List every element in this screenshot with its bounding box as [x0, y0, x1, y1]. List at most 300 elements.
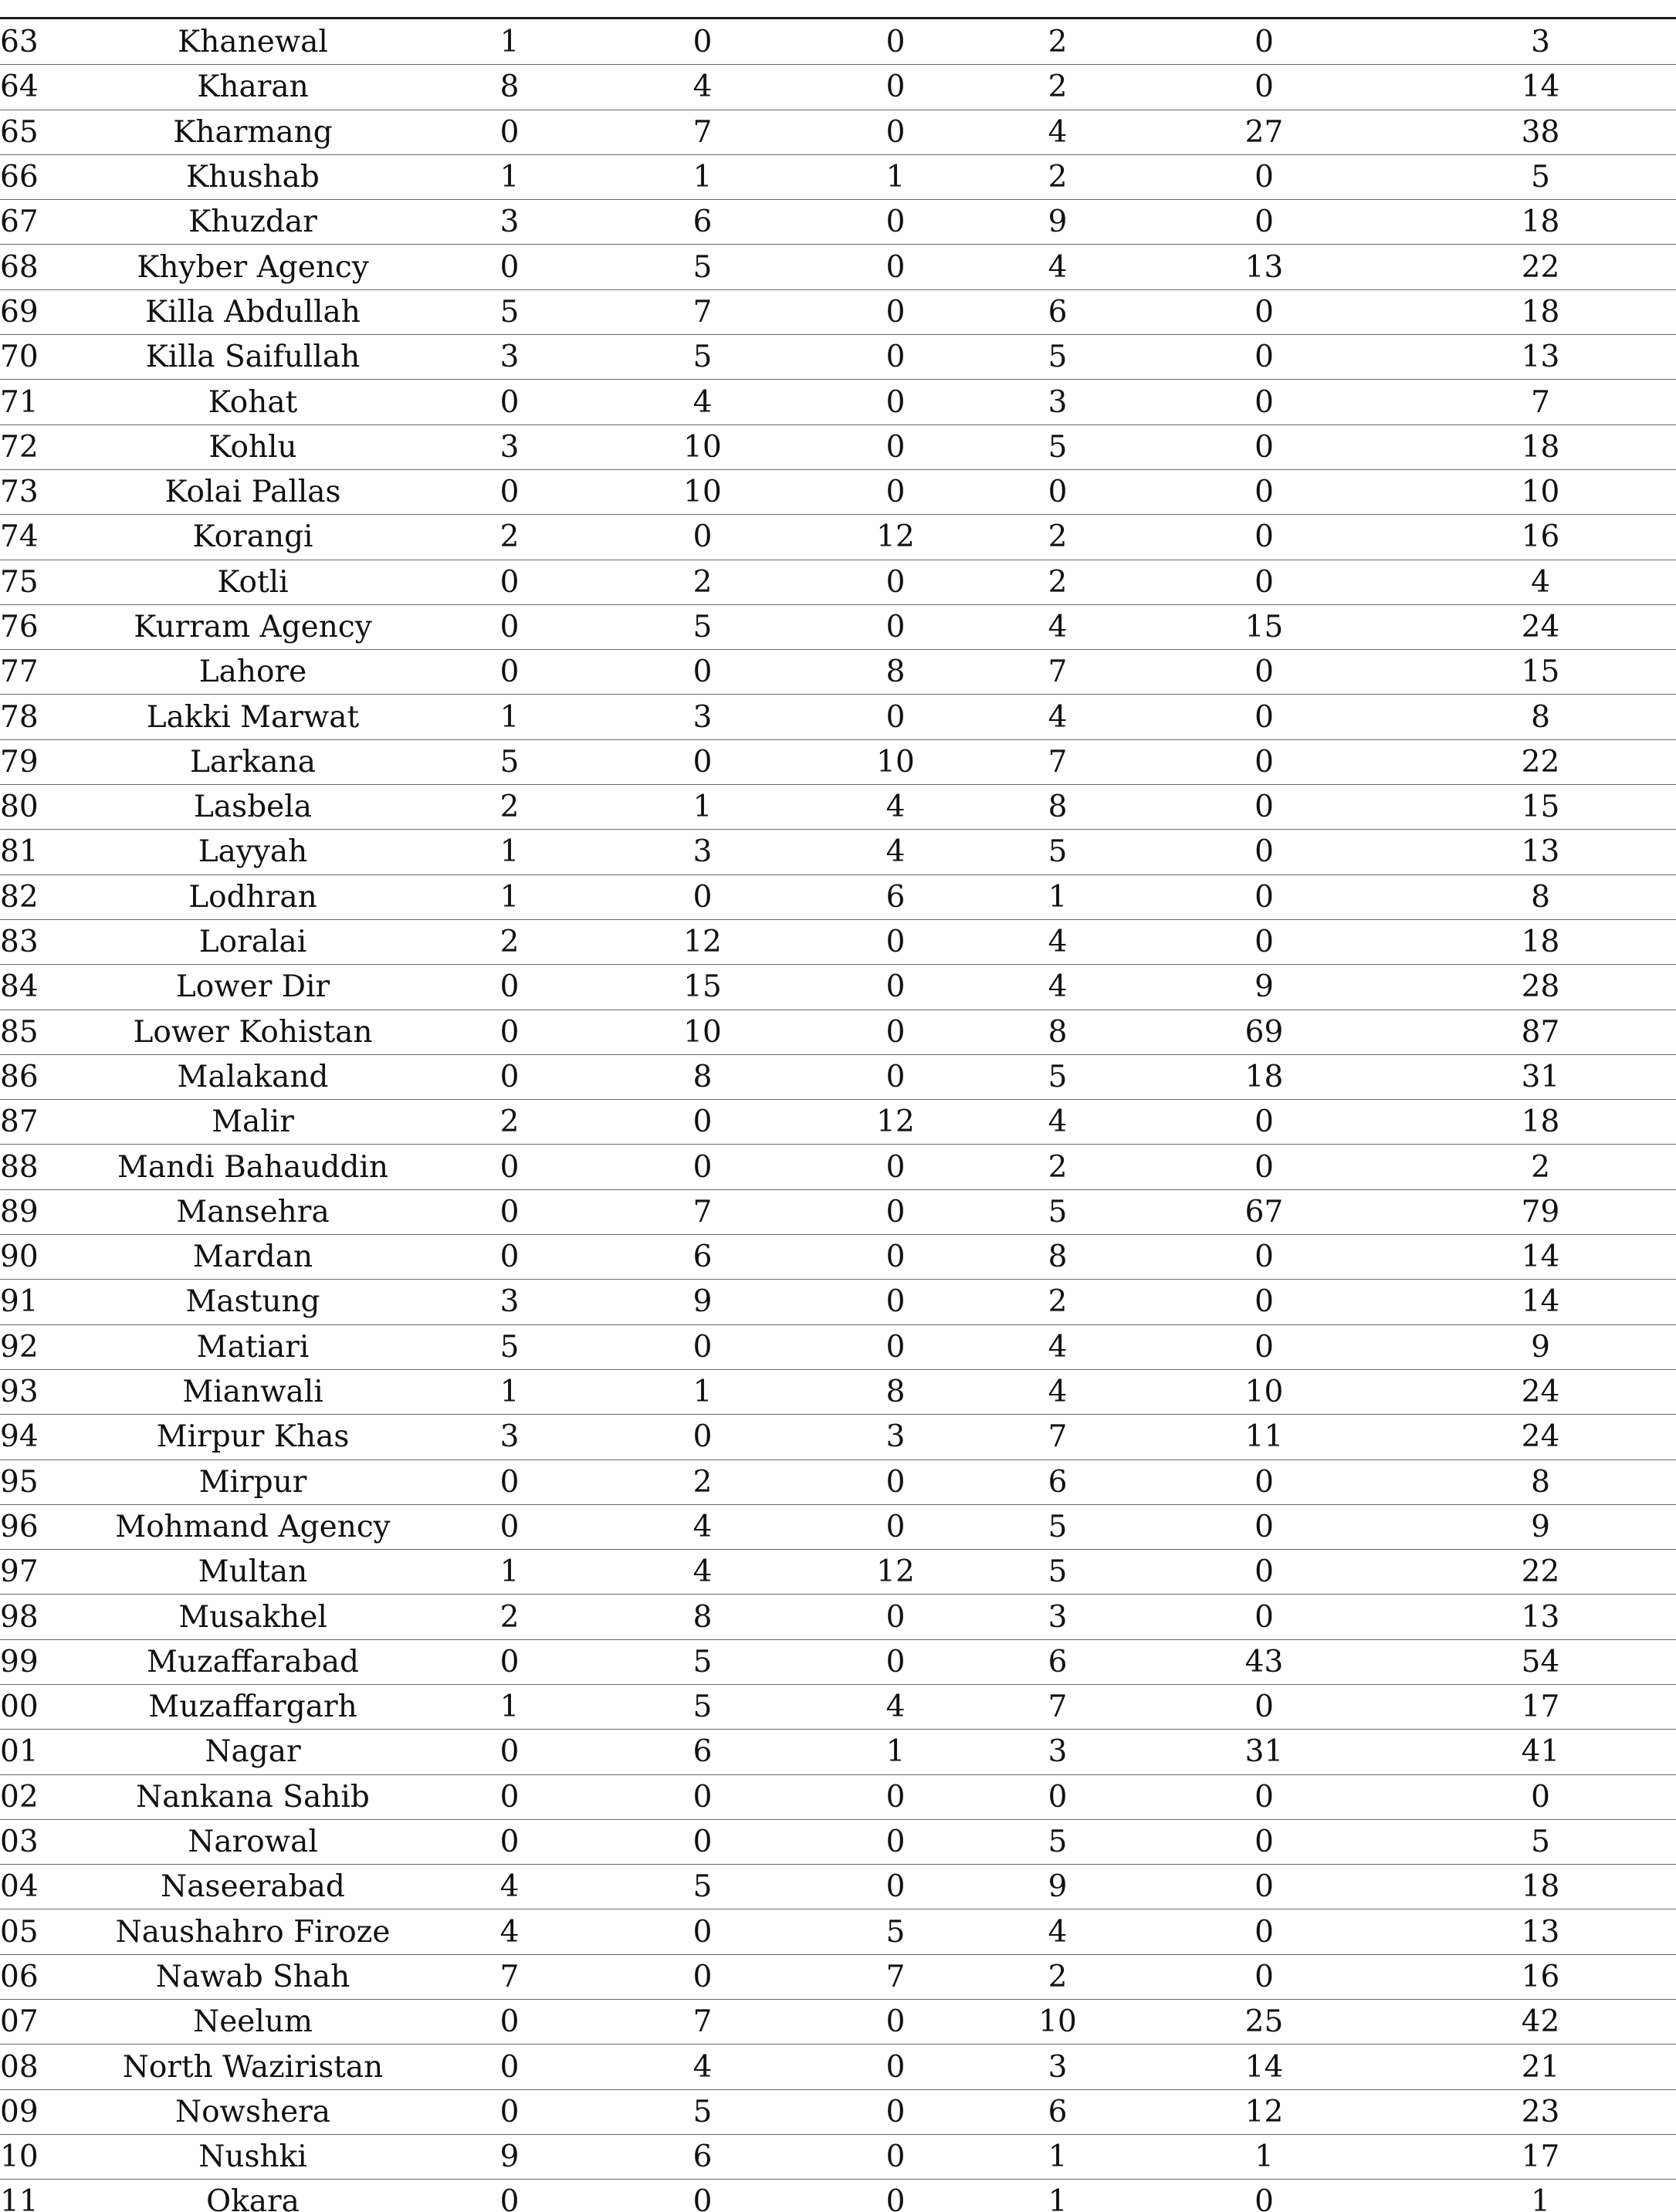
cell-value-col-5: 0	[1123, 695, 1405, 739]
cell-row-number: 75	[0, 560, 93, 604]
cell-value-col-5: 0	[1123, 65, 1405, 110]
cell-value-col-1: 0	[413, 1459, 606, 1504]
table-row	[0, 2089, 1676, 2134]
cell-value-col-2: 15	[606, 965, 799, 1010]
cell-total: 13	[1405, 1595, 1676, 1639]
cell-value-col-4: 6	[992, 289, 1123, 334]
cell-value-col-2: 6	[606, 2134, 799, 2179]
cell-row-number: 65	[0, 110, 93, 154]
cell-district-name: Mianwali	[93, 1369, 413, 1414]
cell-value-col-5: 1	[1123, 2134, 1405, 2179]
cell-total: 41	[1405, 1730, 1676, 1774]
cell-value-col-1: 0	[413, 1010, 606, 1054]
cell-row-number: 07	[0, 2000, 93, 2045]
cell-value-col-1: 1	[413, 874, 606, 919]
table-row	[0, 1865, 1676, 1909]
table-row	[0, 1235, 1676, 1280]
cell-value-col-3: 5	[799, 1909, 992, 1954]
cell-total: 17	[1405, 1684, 1676, 1729]
cell-value-col-3: 8	[799, 1369, 992, 1414]
cell-value-col-3: 3	[799, 1415, 992, 1459]
cell-district-name: Nawab Shah	[93, 1954, 413, 1999]
table-row	[0, 1054, 1676, 1099]
cell-value-col-4: 8	[992, 1235, 1123, 1280]
cell-value-col-5: 12	[1123, 2089, 1405, 2134]
cell-value-col-3: 12	[799, 1100, 992, 1145]
cell-district-name: Kohat	[93, 380, 413, 424]
cell-value-col-5: 0	[1123, 1684, 1405, 1729]
cell-row-number: 71	[0, 380, 93, 424]
cell-value-col-3: 1	[799, 1730, 992, 1774]
cell-row-number: 77	[0, 650, 93, 695]
cell-value-col-3: 0	[799, 20, 992, 65]
cell-value-col-2: 0	[606, 1415, 799, 1459]
cell-value-col-2: 4	[606, 1504, 799, 1549]
cell-district-name: Khushab	[93, 154, 413, 199]
cell-value-col-1: 0	[413, 1774, 606, 1819]
table-row	[0, 1595, 1676, 1639]
cell-value-col-3: 0	[799, 1639, 992, 1684]
cell-district-name: Naseerabad	[93, 1865, 413, 1909]
cell-value-col-1: 8	[413, 65, 606, 110]
table-row	[0, 65, 1676, 110]
cell-value-col-4: 5	[992, 1504, 1123, 1549]
cell-district-name: North Waziristan	[93, 2045, 413, 2089]
cell-value-col-5: 0	[1123, 1954, 1405, 1999]
cell-row-number: 89	[0, 1189, 93, 1234]
cell-value-col-5: 0	[1123, 1504, 1405, 1549]
cell-value-col-5: 0	[1123, 1459, 1405, 1504]
cell-value-col-1: 0	[413, 1639, 606, 1684]
cell-value-col-2: 5	[606, 2089, 799, 2134]
cell-value-col-1: 2	[413, 1595, 606, 1639]
cell-value-col-5: 0	[1123, 1909, 1405, 1954]
cell-total: 18	[1405, 1865, 1676, 1909]
cell-value-col-5: 0	[1123, 200, 1405, 245]
cell-value-col-3: 0	[799, 1324, 992, 1369]
cell-value-col-4: 5	[992, 1550, 1123, 1595]
cell-row-number: 81	[0, 830, 93, 874]
cell-value-col-5: 0	[1123, 1100, 1405, 1145]
cell-district-name: Muzaffarabad	[93, 1639, 413, 1684]
cell-value-col-3: 0	[799, 469, 992, 514]
cell-value-col-1: 9	[413, 2134, 606, 2179]
cell-value-col-4: 4	[992, 1100, 1123, 1145]
cell-value-col-4: 5	[992, 1189, 1123, 1234]
cell-value-col-5: 25	[1123, 2000, 1405, 2045]
cell-value-col-5: 0	[1123, 785, 1405, 830]
table-row	[0, 1459, 1676, 1504]
cell-value-col-5: 10	[1123, 1369, 1405, 1414]
table-row	[0, 515, 1676, 560]
cell-row-number: 66	[0, 154, 93, 199]
cell-value-col-5: 0	[1123, 20, 1405, 65]
cell-total: 0	[1405, 1774, 1676, 1819]
cell-row-number: 80	[0, 785, 93, 830]
cell-row-number: 64	[0, 65, 93, 110]
cell-value-col-3: 0	[799, 2089, 992, 2134]
table-row	[0, 1639, 1676, 1684]
cell-value-col-4: 3	[992, 380, 1123, 424]
cell-value-col-2: 5	[606, 335, 799, 380]
cell-district-name: Multan	[93, 1550, 413, 1595]
cell-value-col-2: 0	[606, 1324, 799, 1369]
cell-value-col-3: 0	[799, 695, 992, 739]
cell-value-col-1: 4	[413, 1865, 606, 1909]
cell-value-col-1: 0	[413, 380, 606, 424]
cell-value-col-1: 1	[413, 20, 606, 65]
cell-total: 22	[1405, 245, 1676, 289]
cell-value-col-4: 2	[992, 65, 1123, 110]
cell-value-col-3: 0	[799, 1504, 992, 1549]
cell-value-col-2: 0	[606, 1909, 799, 1954]
cell-value-col-5: 0	[1123, 2180, 1405, 2212]
table-container	[0, 20, 1676, 2212]
cell-value-col-1: 0	[413, 2089, 606, 2134]
cell-district-name: Kotli	[93, 560, 413, 604]
cell-value-col-1: 0	[413, 2045, 606, 2089]
cell-value-col-5: 27	[1123, 110, 1405, 154]
cell-total: 87	[1405, 1010, 1676, 1054]
cell-value-col-2: 0	[606, 1774, 799, 1819]
cell-row-number: 05	[0, 1909, 93, 1954]
cell-row-number: 79	[0, 739, 93, 784]
cell-value-col-3: 12	[799, 1550, 992, 1595]
cell-value-col-5: 0	[1123, 739, 1405, 784]
cell-value-col-3: 0	[799, 1865, 992, 1909]
cell-value-col-4: 5	[992, 1054, 1123, 1099]
cell-value-col-5: 0	[1123, 1595, 1405, 1639]
cell-district-name: Mirpur	[93, 1459, 413, 1504]
cell-value-col-1: 0	[413, 1504, 606, 1549]
cell-value-col-4: 4	[992, 110, 1123, 154]
cell-value-col-5: 0	[1123, 1145, 1405, 1189]
cell-row-number: 95	[0, 1459, 93, 1504]
cell-value-col-5: 13	[1123, 245, 1405, 289]
cell-value-col-4: 9	[992, 1865, 1123, 1909]
table-row	[0, 1100, 1676, 1145]
cell-value-col-2: 4	[606, 380, 799, 424]
cell-value-col-4: 7	[992, 650, 1123, 695]
cell-value-col-1: 0	[413, 1235, 606, 1280]
cell-value-col-3: 7	[799, 1954, 992, 1999]
cell-value-col-1: 0	[413, 604, 606, 649]
cell-value-col-5: 31	[1123, 1730, 1405, 1774]
cell-value-col-4: 0	[992, 469, 1123, 514]
table-row	[0, 2134, 1676, 2179]
cell-total: 18	[1405, 424, 1676, 469]
cell-value-col-5: 0	[1123, 469, 1405, 514]
cell-value-col-1: 1	[413, 1369, 606, 1414]
cell-district-name: Naushahro Firoze	[93, 1909, 413, 1954]
cell-value-col-3: 0	[799, 604, 992, 649]
table-row	[0, 20, 1676, 65]
cell-value-col-2: 5	[606, 245, 799, 289]
cell-row-number: 68	[0, 245, 93, 289]
cell-value-col-5: 0	[1123, 1819, 1405, 1864]
cell-value-col-5: 15	[1123, 604, 1405, 649]
cell-value-col-4: 6	[992, 2089, 1123, 2134]
cell-district-name: Malir	[93, 1100, 413, 1145]
cell-value-col-5: 0	[1123, 1550, 1405, 1595]
cell-value-col-1: 0	[413, 1054, 606, 1099]
cell-value-col-3: 0	[799, 2180, 992, 2212]
cell-value-col-1: 3	[413, 1415, 606, 1459]
cell-district-name: Nankana Sahib	[93, 1774, 413, 1819]
cell-value-col-2: 0	[606, 515, 799, 560]
cell-value-col-3: 0	[799, 1280, 992, 1324]
cell-value-col-4: 2	[992, 1954, 1123, 1999]
cell-district-name: Lower Dir	[93, 965, 413, 1010]
cell-district-name: Lodhran	[93, 874, 413, 919]
cell-row-number: 83	[0, 919, 93, 964]
cell-value-col-4: 4	[992, 604, 1123, 649]
cell-value-col-5: 0	[1123, 1324, 1405, 1369]
cell-value-col-5: 14	[1123, 2045, 1405, 2089]
table-row	[0, 830, 1676, 874]
cell-value-col-2: 0	[606, 1145, 799, 1189]
cell-row-number: 92	[0, 1324, 93, 1369]
cell-value-col-3: 0	[799, 2134, 992, 2179]
table-row	[0, 1550, 1676, 1595]
cell-value-col-5: 0	[1123, 650, 1405, 695]
cell-value-col-2: 2	[606, 560, 799, 604]
cell-value-col-2: 2	[606, 1459, 799, 1504]
cell-total: 2	[1405, 1145, 1676, 1189]
cell-value-col-4: 8	[992, 1010, 1123, 1054]
cell-district-name: Musakhel	[93, 1595, 413, 1639]
cell-district-name: Mastung	[93, 1280, 413, 1324]
cell-value-col-4: 10	[992, 2000, 1123, 2045]
cell-total: 24	[1405, 1415, 1676, 1459]
cell-value-col-3: 4	[799, 830, 992, 874]
cell-row-number: 90	[0, 1235, 93, 1280]
cell-value-col-2: 12	[606, 919, 799, 964]
cell-value-col-2: 10	[606, 424, 799, 469]
cell-value-col-1: 2	[413, 515, 606, 560]
cell-district-name: Okara	[93, 2180, 413, 2212]
cell-total: 22	[1405, 1550, 1676, 1595]
cell-row-number: 67	[0, 200, 93, 245]
cell-value-col-5: 43	[1123, 1639, 1405, 1684]
cell-district-name: Kohlu	[93, 424, 413, 469]
cell-district-name: Mardan	[93, 1235, 413, 1280]
cell-value-col-1: 3	[413, 1280, 606, 1324]
cell-value-col-4: 2	[992, 515, 1123, 560]
cell-row-number: 82	[0, 874, 93, 919]
cell-district-name: Korangi	[93, 515, 413, 560]
cell-value-col-2: 5	[606, 1865, 799, 1909]
cell-value-col-3: 0	[799, 110, 992, 154]
table-row	[0, 1819, 1676, 1864]
cell-value-col-2: 3	[606, 695, 799, 739]
table-row	[0, 1774, 1676, 1819]
cell-value-col-5: 0	[1123, 1865, 1405, 1909]
cell-row-number: 03	[0, 1819, 93, 1864]
cell-value-col-4: 4	[992, 1369, 1123, 1414]
cell-district-name: Killa Saifullah	[93, 335, 413, 380]
cell-value-col-1: 1	[413, 1684, 606, 1729]
cell-value-col-2: 3	[606, 830, 799, 874]
cell-value-col-4: 1	[992, 2180, 1123, 2212]
table-row	[0, 1909, 1676, 1954]
cell-value-col-2: 6	[606, 200, 799, 245]
cell-value-col-4: 7	[992, 1684, 1123, 1729]
cell-total: 21	[1405, 2045, 1676, 2089]
cell-value-col-3: 0	[799, 1054, 992, 1099]
cell-value-col-5: 0	[1123, 560, 1405, 604]
cell-value-col-4: 6	[992, 1639, 1123, 1684]
cell-value-col-5: 0	[1123, 154, 1405, 199]
cell-district-name: Layyah	[93, 830, 413, 874]
cell-row-number: 04	[0, 1865, 93, 1909]
cell-value-col-4: 3	[992, 2045, 1123, 2089]
cell-district-name: Lakki Marwat	[93, 695, 413, 739]
cell-value-col-1: 0	[413, 1189, 606, 1234]
cell-row-number: 86	[0, 1054, 93, 1099]
table-row	[0, 919, 1676, 964]
cell-value-col-1: 0	[413, 1730, 606, 1774]
cell-value-col-4: 4	[992, 965, 1123, 1010]
cell-row-number: 70	[0, 335, 93, 380]
cell-row-number: 72	[0, 424, 93, 469]
cell-value-col-3: 12	[799, 515, 992, 560]
cell-value-col-4: 5	[992, 424, 1123, 469]
table-row	[0, 785, 1676, 830]
cell-total: 10	[1405, 469, 1676, 514]
table-row	[0, 2180, 1676, 2212]
cell-total: 17	[1405, 2134, 1676, 2179]
cell-row-number: 11	[0, 2180, 93, 2212]
cell-value-col-1: 2	[413, 919, 606, 964]
cell-value-col-2: 0	[606, 650, 799, 695]
cell-value-col-4: 0	[992, 1774, 1123, 1819]
cell-value-col-1: 0	[413, 2180, 606, 2212]
cell-total: 4	[1405, 560, 1676, 604]
cell-value-col-5: 69	[1123, 1010, 1405, 1054]
cell-district-name: Mohmand Agency	[93, 1504, 413, 1549]
cell-value-col-3: 0	[799, 1819, 992, 1864]
table-top-rule	[0, 17, 1676, 19]
cell-value-col-1: 5	[413, 1324, 606, 1369]
cell-value-col-2: 0	[606, 739, 799, 784]
cell-value-col-3: 0	[799, 1189, 992, 1234]
cell-total: 79	[1405, 1189, 1676, 1234]
cell-row-number: 73	[0, 469, 93, 514]
cell-row-number: 99	[0, 1639, 93, 1684]
cell-district-name: Lasbela	[93, 785, 413, 830]
cell-row-number: 78	[0, 695, 93, 739]
cell-total: 42	[1405, 2000, 1676, 2045]
cell-value-col-5: 0	[1123, 1280, 1405, 1324]
cell-row-number: 74	[0, 515, 93, 560]
cell-value-col-1: 0	[413, 245, 606, 289]
cell-value-col-3: 6	[799, 874, 992, 919]
cell-value-col-4: 5	[992, 830, 1123, 874]
cell-value-col-3: 0	[799, 560, 992, 604]
cell-value-col-4: 5	[992, 335, 1123, 380]
cell-total: 38	[1405, 110, 1676, 154]
cell-row-number: 93	[0, 1369, 93, 1414]
cell-value-col-3: 0	[799, 1774, 992, 1819]
cell-value-col-1: 5	[413, 289, 606, 334]
cell-total: 18	[1405, 289, 1676, 334]
cell-value-col-1: 7	[413, 1954, 606, 1999]
table-row	[0, 604, 1676, 649]
table-row	[0, 650, 1676, 695]
cell-value-col-4: 7	[992, 1415, 1123, 1459]
cell-total: 31	[1405, 1054, 1676, 1099]
cell-row-number: 10	[0, 2134, 93, 2179]
table-row	[0, 469, 1676, 514]
cell-value-col-2: 1	[606, 1369, 799, 1414]
cell-value-col-1: 3	[413, 335, 606, 380]
district-data-table	[0, 20, 1676, 2212]
cell-value-col-2: 0	[606, 874, 799, 919]
cell-value-col-2: 5	[606, 604, 799, 649]
cell-value-col-4: 1	[992, 2134, 1123, 2179]
table-row	[0, 1324, 1676, 1369]
cell-total: 9	[1405, 1504, 1676, 1549]
cell-value-col-1: 3	[413, 200, 606, 245]
cell-total: 15	[1405, 650, 1676, 695]
cell-value-col-5: 0	[1123, 424, 1405, 469]
cell-row-number: 63	[0, 20, 93, 65]
cell-row-number: 98	[0, 1595, 93, 1639]
cell-total: 18	[1405, 919, 1676, 964]
cell-row-number: 97	[0, 1550, 93, 1595]
cell-value-col-3: 10	[799, 739, 992, 784]
cell-value-col-1: 2	[413, 1100, 606, 1145]
cell-value-col-3: 0	[799, 2000, 992, 2045]
cell-value-col-4: 2	[992, 154, 1123, 199]
cell-value-col-1: 0	[413, 1819, 606, 1864]
cell-value-col-2: 4	[606, 2045, 799, 2089]
cell-row-number: 88	[0, 1145, 93, 1189]
cell-total: 8	[1405, 1459, 1676, 1504]
cell-value-col-1: 4	[413, 1909, 606, 1954]
cell-value-col-1: 1	[413, 154, 606, 199]
cell-row-number: 06	[0, 1954, 93, 1999]
cell-value-col-4: 4	[992, 695, 1123, 739]
cell-district-name: Kharan	[93, 65, 413, 110]
cell-value-col-5: 11	[1123, 1415, 1405, 1459]
cell-value-col-4: 8	[992, 785, 1123, 830]
table-row	[0, 424, 1676, 469]
table-row	[0, 965, 1676, 1010]
cell-value-col-2: 10	[606, 1010, 799, 1054]
table-row	[0, 200, 1676, 245]
cell-district-name: Killa Abdullah	[93, 289, 413, 334]
table-row	[0, 245, 1676, 289]
cell-value-col-5: 0	[1123, 380, 1405, 424]
table-body	[0, 20, 1676, 2212]
cell-value-col-4: 2	[992, 20, 1123, 65]
cell-row-number: 02	[0, 1774, 93, 1819]
cell-value-col-4: 9	[992, 200, 1123, 245]
cell-value-col-5: 0	[1123, 919, 1405, 964]
cell-value-col-1: 1	[413, 695, 606, 739]
cell-value-col-1: 0	[413, 650, 606, 695]
cell-value-col-4: 4	[992, 919, 1123, 964]
cell-district-name: Nowshera	[93, 2089, 413, 2134]
cell-value-col-4: 4	[992, 1324, 1123, 1369]
cell-value-col-4: 4	[992, 1909, 1123, 1954]
cell-district-name: Mandi Bahauddin	[93, 1145, 413, 1189]
cell-total: 7	[1405, 380, 1676, 424]
cell-total: 16	[1405, 515, 1676, 560]
cell-value-col-2: 1	[606, 154, 799, 199]
